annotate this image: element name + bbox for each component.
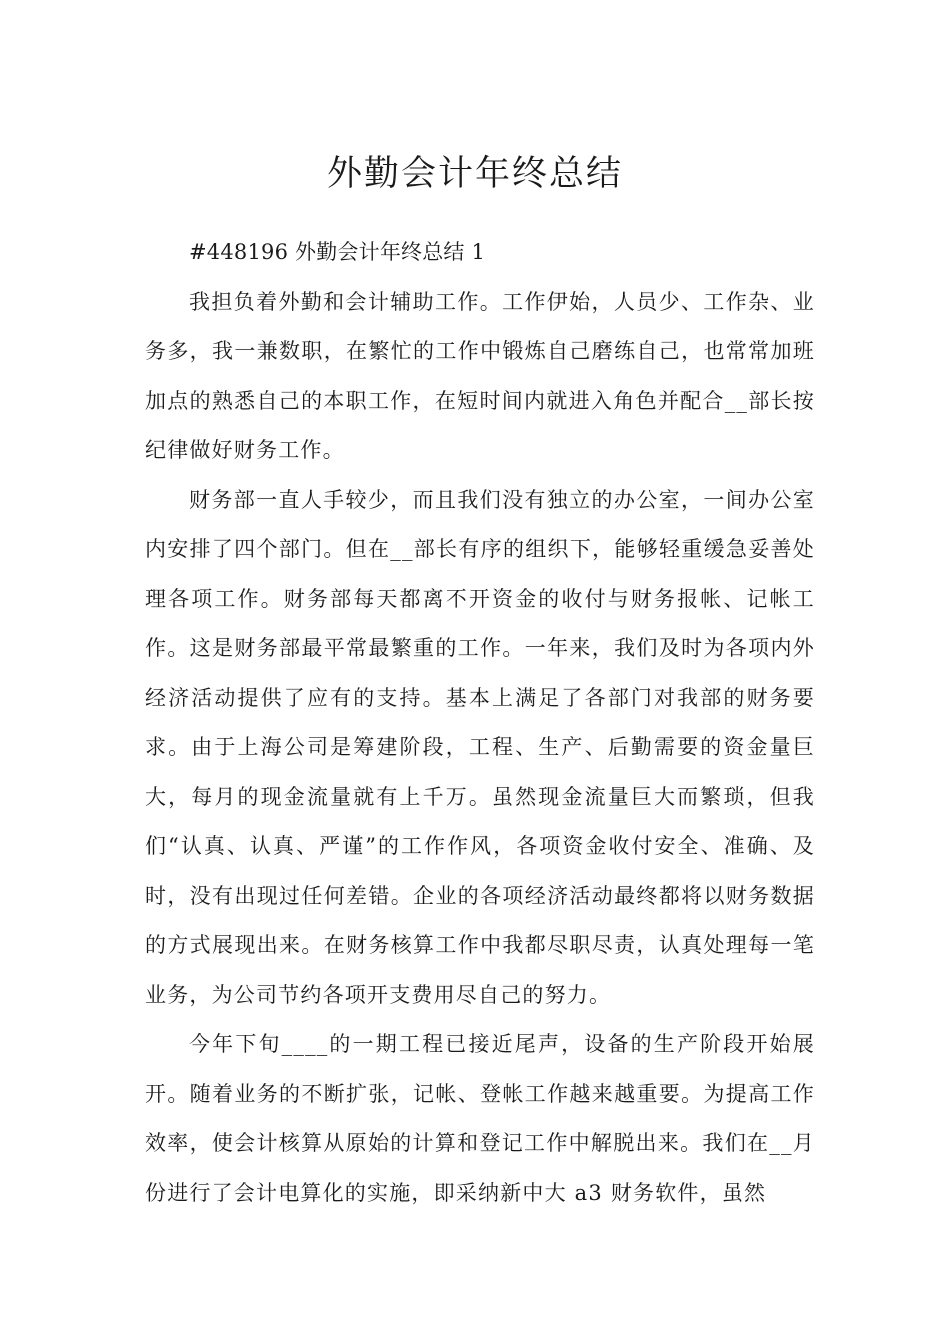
paragraph-2: 财务部一直人手较少，而且我们没有独立的办公室，一间办公室内安排了四个部门。但在__部长有序的组织下，能够轻重缓急妥善处理各项工作。财务部每天都离不开资金的收付与财务报帐、记帐工作。这是财务部最平常最繁重的工作。一年来，我们及时为各项内外经济活动提供了应有的支持。基本上满足了各部门对我部的财务要求。由于上海公司是筹建阶段，工程、生产、后勤需要的资金量巨大，每月的现金流量就有上千万。虽然现金流量巨大而繁琐，但我们“认真、认真、严谨”的工作作风，各项资金收付安全、准确、及时，没有出现过任何差错。企业的各项经济活动最终都将以财务数据的方式展现出来。在财务核算工作中我都尽职尽责，认真处理每一笔业务，为公司节约各项开支费用尽自己的努力。 [145,487,815,1007]
paragraph-3: 今年下旬____的一期工程已接近尾声，设备的生产阶段开始展开。随着业务的不断扩张，记帐、登帐工作越来越重要。为提高工作效率，使会计核算从原始的计算和登记工作中解脱出来。我们在__月份进行了会计电算化的实施，即采纳新中大 a3 财务软件，虽然 [145,1032,815,1205]
paragraph-1: 我担负着外勤和会计辅助工作。工作伊始，人员少、工作杂、业务多，我一兼数职，在繁忙的工作中锻炼自己磨练自己，也常常加班加点的熟悉自己的本职工作，在短时间内就进入角色并配合__部长按纪律做好财务工作。 [145,289,815,462]
document-body [145,228,815,1218]
document-title: 外勤会计年终总结 [326,154,623,195]
section-heading: #448196 外勤会计年终总结 1 [189,240,486,264]
